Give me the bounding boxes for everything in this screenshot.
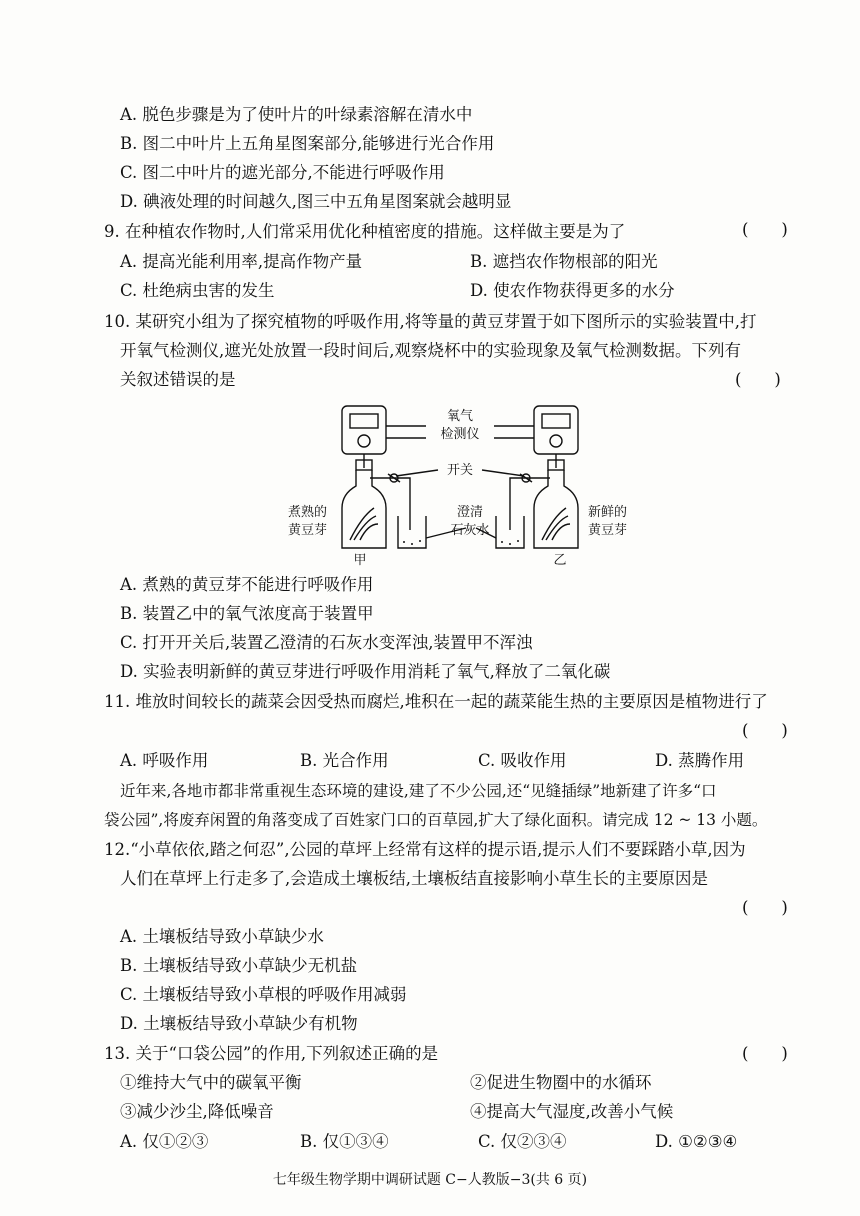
q12-option-c: C. 土壤板结导致小草根的呼吸作用减弱 [120,985,407,1004]
q8-option-c: C. 图二中叶片的遮光部分,不能进行呼吸作用 [120,163,445,182]
q12-stem-line-2: 人们在草坪上行走多了,会造成土壤板结,土壤板结直接影响小草生长的主要原因是 [120,869,708,888]
q13-statement-3: ③减少沙尘,降低噪音 [120,1102,274,1121]
q13-option-d: D. ①②③④ [655,1132,738,1151]
q12-answer-blank: ( ) [742,898,788,917]
q13-answer-blank: ( ) [742,1044,788,1063]
label-oxygen: 氧气 [446,409,474,424]
passage-line-1: 近年来,各地市都非常重视生态环境的建设,建了不少公园,还“见缝插绿”地新建了许多“口 [120,782,717,800]
q11-option-c: C. 吸收作用 [478,751,567,770]
label-boiled: 煮熟的 [288,505,328,520]
right-bottle [534,470,578,548]
label-detector: 检测仪 [440,427,480,442]
label-fresh: 新鲜的 [588,505,628,520]
q13-statement-4: ④提高大气湿度,改善小气候 [470,1102,674,1121]
q10-option-d: D. 实验表明新鲜的黄豆芽进行呼吸作用消耗了氧气,释放了二氧化碳 [120,662,611,681]
left-bottle [342,470,386,548]
label-jia: 甲 [353,553,367,568]
q10-option-c: C. 打开开关后,装置乙澄清的石灰水变浑浊,装置甲不浑浊 [120,633,533,652]
q9-option-d: D. 使农作物获得更多的水分 [470,281,675,300]
q13-option-a: A. 仅①②③ [120,1132,209,1151]
q10-answer-blank: ( ) [735,370,781,389]
q11-stem: 11. 堆放时间较长的蔬菜会因受热而腐烂,堆积在一起的蔬菜能生热的主要原因是植物进行了 [104,692,768,711]
q9-answer-blank: ( ) [742,220,788,239]
label-switch: 开关 [446,463,474,478]
page-footer: 七年级生物学期中调研试题 C−人教版−3(共 6 页) [272,1172,588,1188]
passage-line-2: 袋公园”,将废弃闲置的角落变成了百姓家门口的百草园,扩大了绿化面积。请完成 12 ~ 13 小题。 [104,811,768,829]
q13-statement-1: ①维持大气中的碳氧平衡 [120,1073,302,1092]
q12-option-b: B. 土壤板结导致小草缺少无机盐 [120,956,358,975]
q12-option-a: A. 土壤板结导致小草缺少水 [120,927,324,946]
q10-stem-line-2: 开氧气检测仪,遮光处放置一段时间后,观察烧杯中的实验现象及氧气检测数据。下列有 [120,341,741,360]
q8-option-d: D. 碘液处理的时间越久,图三中五角星图案就会越明显 [120,192,512,211]
q11-option-a: A. 呼吸作用 [120,751,209,770]
q10-stem-line-3: 关叙述错误的是 [120,370,236,389]
q13-statement-2: ②促进生物圈中的水循环 [470,1073,652,1092]
respiration-apparatus-figure [270,398,650,568]
q9-stem: 9. 在种植农作物时,人们常采用优化种植密度的措施。这样做主要是为了 [104,222,626,241]
q13-option-b: B. 仅①③④ [300,1132,389,1151]
q9-option-b: B. 遮挡农作物根部的阳光 [470,252,658,271]
label-clear: 澄清 [456,505,484,520]
label-limewater: 石灰水 [450,523,490,538]
label-sprout-left: 黄豆芽 [288,523,328,538]
q11-answer-blank: ( ) [742,721,788,740]
q9-option-c: C. 杜绝病虫害的发生 [120,281,275,300]
q8-option-b: B. 图二中叶片上五角星图案部分,能够进行光合作用 [120,134,495,153]
q13-option-c: C. 仅②③④ [478,1132,567,1151]
q12-option-d: D. 土壤板结导致小草缺少有机物 [120,1014,358,1033]
q11-option-b: B. 光合作用 [300,751,389,770]
label-sprout-right: 黄豆芽 [588,523,628,538]
q10-stem-line-1: 10. 某研究小组为了探究植物的呼吸作用,将等量的黄豆芽置于如下图所示的实验装置中,打 [104,312,757,331]
q9-option-a: A. 提高光能利用率,提高作物产量 [120,252,363,271]
q12-stem-line-1: 12.“小草依依,踏之何忍”,公园的草坪上经常有这样的提示语,提示人们不要踩踏小草,因为 [104,840,746,859]
q13-stem: 13. 关于“口袋公园”的作用,下列叙述正确的是 [104,1044,439,1063]
q10-option-a: A. 煮熟的黄豆芽不能进行呼吸作用 [120,575,374,594]
label-yi: 乙 [553,553,567,568]
q8-option-a: A. 脱色步骤是为了使叶片的叶绿素溶解在清水中 [120,105,473,124]
q10-option-b: B. 装置乙中的氧气浓度高于装置甲 [120,604,374,623]
q11-option-d: D. 蒸腾作用 [655,751,745,770]
